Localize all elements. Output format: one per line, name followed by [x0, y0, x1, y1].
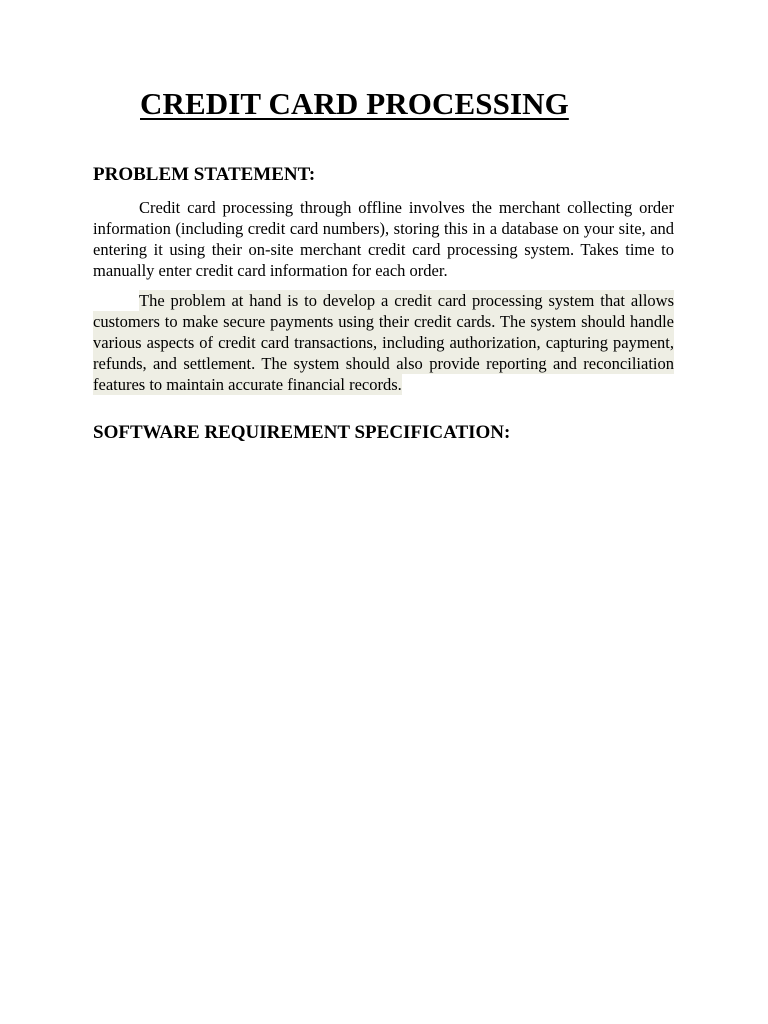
section-heading-software-requirement-specification: SOFTWARE REQUIREMENT SPECIFICATION: [93, 422, 511, 443]
paragraph-offline-processing: Credit card processing through offline involves the merchant collecting order information (including credit card numbers), storing this in a database on your site, and entering it using their on-site merchant credit card processing system. Takes time to manually enter credit card information for each order. [93, 198, 674, 280]
section-heading-problem-statement: PROBLEM STATEMENT: [93, 164, 316, 185]
highlighted-text: The problem at hand is to develop a credit card processing system that allows customers to make secure payments using their credit cards. The system should handle various aspects of credit card transactions, including authorization, capturing payment, refunds, and settlement. The system should also provide reporting and reconciliation features to maintain accurate financial records. [93, 291, 674, 394]
document-title: CREDIT CARD PROCESSING [140, 86, 569, 121]
paragraph-problem-description [93, 290, 674, 395]
